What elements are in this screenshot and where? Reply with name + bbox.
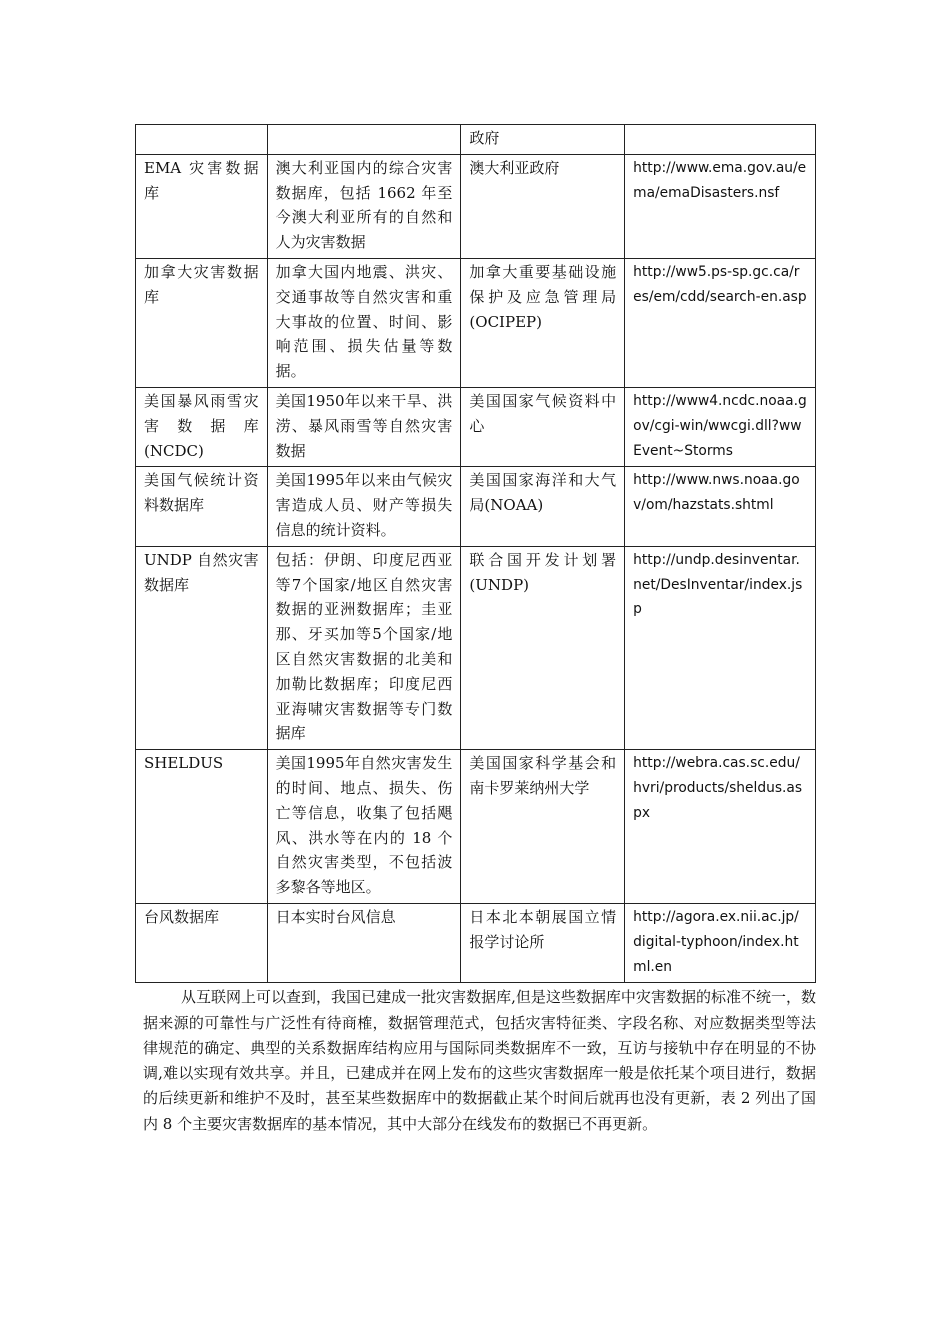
database-url-cell: http://agora.ex.nii.ac.jp/digital-typhoon/index.html.en [625, 903, 816, 982]
disaster-database-table [135, 124, 816, 983]
database-organization-cell: 美国国家气候资料中心 [461, 387, 625, 466]
database-description-cell: 日本实时台风信息 [267, 903, 461, 982]
database-name-cell: UNDP 自然灾害数据库 [136, 546, 268, 749]
database-name-cell: SHELDUS [136, 750, 268, 904]
database-url-cell: http://webra.cas.sc.edu/hvri/products/sheldus.aspx [625, 750, 816, 904]
database-organization-cell: 加拿大重要基础设施保护及应急管理局(OCIPEP) [461, 258, 625, 387]
database-url-cell: http://undp.desinventar.net/DesInventar/index.jsp [625, 546, 816, 749]
database-url-cell: http://www4.ncdc.noaa.gov/cgi-win/wwcgi.dll?wwEvent~Storms [625, 387, 816, 466]
body-paragraph: 从互联网上可以查到，我国已建成一批灾害数据库,但是这些数据库中灾害数据的标准不统一，数据来源的可靠性与广泛性有待商榷，数据管理范式，包括灾害特征类、字段名称、对应数据类型等法律规范的确定、典型的关系数据库结构应用与国际同类数据库不一致，互访与接轨中存在明显的不协调,难以实现有效共享。并且，已建成并在网上发布的这些灾害数据库一般是依托某个项目进行，数据的后续更新和维护不及时，甚至某些数据库中的数据截止某个时间后就再也没有更新，表 2 列出了国内 8 个主要灾害数据库的基本情况，其中大部分在线发布的数据已不再更新。 [143, 988, 816, 1133]
database-url-cell: http://ww5.ps-sp.gc.ca/res/em/cdd/search-en.asp [625, 258, 816, 387]
database-description-cell: 澳大利亚国内的综合灾害数据库，包括 1662 年至今澳大利亚所有的自然和人为灾害数据 [267, 154, 461, 258]
database-url-cell: http://www.nws.noaa.gov/om/hazstats.shtml [625, 467, 816, 546]
database-description-cell [267, 125, 461, 155]
table-row [136, 546, 816, 749]
database-name-cell: 加拿大灾害数据库 [136, 258, 268, 387]
table-row [136, 903, 816, 982]
table-row [136, 125, 816, 155]
database-organization-cell: 澳大利亚政府 [461, 154, 625, 258]
database-name-cell: 美国暴风雨雪灾害数据库(NCDC) [136, 387, 268, 466]
database-name-cell [136, 125, 268, 155]
database-description-cell: 美国1995年自然灾害发生的时间、地点、损失、伤亡等信息，收集了包括飓风、洪水等在内的 18 个自然灾害类型，不包括波多黎各等地区。 [267, 750, 461, 904]
table-row [136, 387, 816, 466]
table-row [136, 467, 816, 546]
database-name-cell: EMA 灾害数据库 [136, 154, 268, 258]
database-name-cell: 美国气候统计资料数据库 [136, 467, 268, 546]
database-url-cell [625, 125, 816, 155]
database-name-cell: 台风数据库 [136, 903, 268, 982]
database-description-cell: 美国1950年以来干旱、洪涝、暴风雨雪等自然灾害数据 [267, 387, 461, 466]
database-organization-cell: 政府 [461, 125, 625, 155]
document-page [135, 124, 816, 1137]
database-description-cell: 美国1995年以来由气候灾害造成人员、财产等损失信息的统计资料。 [267, 467, 461, 546]
database-organization-cell: 美国国家科学基会和南卡罗莱纳州大学 [461, 750, 625, 904]
table-row [136, 258, 816, 387]
table-row [136, 750, 816, 904]
database-organization-cell: 联合国开发计划署(UNDP) [461, 546, 625, 749]
database-description-cell: 加拿大国内地震、洪灾、交通事故等自然灾害和重大事故的位置、时间、影响范围、损失估量等数据。 [267, 258, 461, 387]
database-organization-cell: 日本北本朝展国立情报学讨论所 [461, 903, 625, 982]
database-description-cell: 包括：伊朗、印度尼西亚等7个国家/地区自然灾害数据的亚洲数据库；圭亚那、牙买加等5个国家/地区自然灾害数据的北美和加勒比数据库；印度尼西亚海啸灾害数据等专门数据库 [267, 546, 461, 749]
table-row [136, 154, 816, 258]
database-organization-cell: 美国国家海洋和大气局(NOAA) [461, 467, 625, 546]
database-url-cell: http://www.ema.gov.au/ema/emaDisasters.nsf [625, 154, 816, 258]
